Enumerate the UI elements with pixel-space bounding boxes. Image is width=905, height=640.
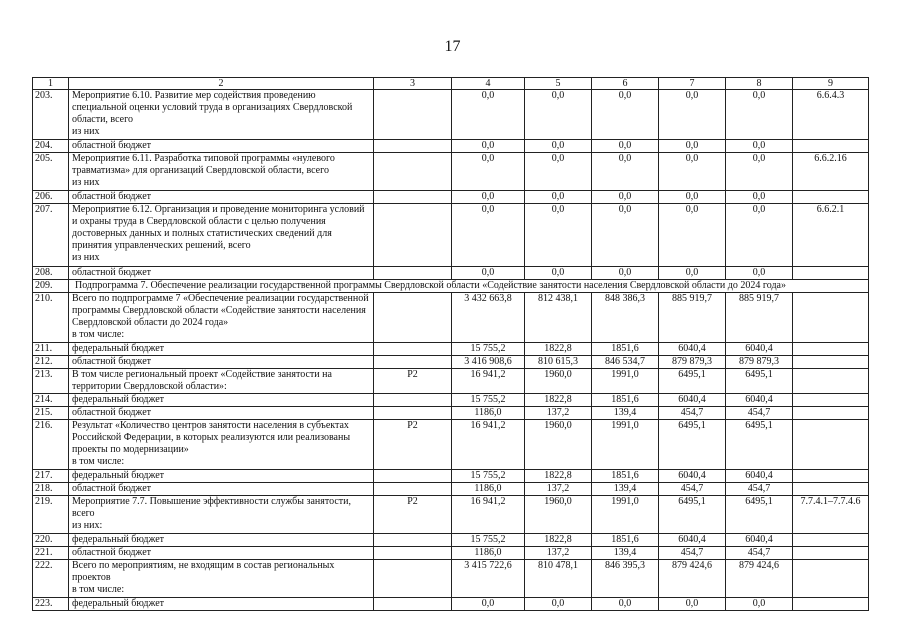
amount-cell: 0,0	[525, 191, 592, 204]
amount-cell: 454,7	[659, 547, 726, 560]
amount-cell: 1991,0	[592, 369, 659, 394]
amount-cell: 3 416 908,6	[452, 356, 525, 369]
row-number: 214.	[33, 394, 69, 407]
row-number: 222.	[33, 560, 69, 598]
amount-cell: 137,2	[525, 483, 592, 496]
amount-cell: 1960,0	[525, 496, 592, 534]
amount-cell: 15 755,2	[452, 470, 525, 483]
amount-cell: 0,0	[592, 90, 659, 140]
row-label: В том числе региональный проект «Содействие занятости на территории Свердловской области»:	[69, 369, 374, 394]
amount-cell: 1186,0	[452, 407, 525, 420]
amount-cell: 1822,8	[525, 343, 592, 356]
row-label: Мероприятие 6.12. Организация и проведение мониторинга условий и охраны труда в Свердловской области с целью получения достоверных данных и полных статистических сведений для принятия управленческих решений, всего из них	[69, 204, 374, 267]
amount-cell: 0,0	[452, 90, 525, 140]
target-ref	[793, 356, 869, 369]
project-code: Р2	[374, 496, 452, 534]
project-code	[374, 191, 452, 204]
row-number: 210.	[33, 293, 69, 343]
row-sublabel: в том числе:	[72, 456, 125, 467]
row-number: 206.	[33, 191, 69, 204]
amount-cell: 454,7	[726, 483, 793, 496]
row-label: федеральный бюджет	[69, 534, 374, 547]
project-code	[374, 204, 452, 267]
amount-cell: 0,0	[592, 204, 659, 267]
row-number: 204.	[33, 140, 69, 153]
table-row	[33, 420, 869, 470]
column-header-3: 3	[374, 78, 452, 90]
column-header-6: 6	[592, 78, 659, 90]
table-row	[33, 394, 869, 407]
row-sublabel: из них	[72, 126, 100, 137]
table-row	[33, 191, 869, 204]
amount-cell: 3 432 663,8	[452, 293, 525, 343]
table-row	[33, 560, 869, 598]
amount-cell: 0,0	[525, 204, 592, 267]
amount-cell: 6495,1	[659, 420, 726, 470]
row-number: 218.	[33, 483, 69, 496]
amount-cell: 0,0	[525, 140, 592, 153]
row-sublabel: в том числе:	[72, 584, 125, 595]
row-sublabel: из них:	[72, 520, 103, 531]
table-row	[33, 598, 869, 611]
target-ref	[793, 534, 869, 547]
amount-cell: 0,0	[452, 153, 525, 191]
column-header-7: 7	[659, 78, 726, 90]
amount-cell: 16 941,2	[452, 369, 525, 394]
table-row	[33, 356, 869, 369]
amount-cell: 0,0	[726, 191, 793, 204]
row-number: 205.	[33, 153, 69, 191]
project-code	[374, 560, 452, 598]
row-label: Мероприятие 7.7. Повышение эффективности службы занятости, всего из них:	[69, 496, 374, 534]
row-number: 211.	[33, 343, 69, 356]
row-label: федеральный бюджет	[69, 343, 374, 356]
target-ref: 6.6.2.1	[793, 204, 869, 267]
amount-cell: 1822,8	[525, 534, 592, 547]
amount-cell: 0,0	[592, 191, 659, 204]
amount-cell: 0,0	[659, 140, 726, 153]
amount-cell: 137,2	[525, 547, 592, 560]
table-row	[33, 496, 869, 534]
project-code	[374, 394, 452, 407]
row-label: федеральный бюджет	[69, 394, 374, 407]
amount-cell: 0,0	[525, 90, 592, 140]
table-row	[33, 407, 869, 420]
amount-cell: 6495,1	[726, 496, 793, 534]
column-header-5: 5	[525, 78, 592, 90]
target-ref	[793, 470, 869, 483]
amount-cell: 1851,6	[592, 394, 659, 407]
amount-cell: 1991,0	[592, 420, 659, 470]
amount-cell: 6495,1	[659, 369, 726, 394]
row-number: 223.	[33, 598, 69, 611]
target-ref	[793, 547, 869, 560]
amount-cell: 846 395,3	[592, 560, 659, 598]
target-ref: 6.6.2.16	[793, 153, 869, 191]
row-label: федеральный бюджет	[69, 470, 374, 483]
project-code	[374, 407, 452, 420]
target-ref	[793, 343, 869, 356]
amount-cell: 0,0	[659, 267, 726, 280]
amount-cell: 0,0	[592, 140, 659, 153]
project-code	[374, 140, 452, 153]
target-ref: 7.7.4.1–7.7.4.6	[793, 496, 869, 534]
section-title: Подпрограмма 7. Обеспечение реализации государственной программы Свердловской области «Содействие занятости населения Свердловской области до 2024 года»	[69, 280, 869, 293]
row-number: 213.	[33, 369, 69, 394]
amount-cell: 0,0	[452, 140, 525, 153]
amount-cell: 15 755,2	[452, 343, 525, 356]
project-code	[374, 90, 452, 140]
project-code: Р2	[374, 420, 452, 470]
target-ref	[793, 191, 869, 204]
amount-cell: 6040,4	[726, 470, 793, 483]
project-code	[374, 534, 452, 547]
amount-cell: 0,0	[659, 598, 726, 611]
amount-cell: 15 755,2	[452, 534, 525, 547]
budget-table	[32, 77, 869, 611]
row-number: 208.	[33, 267, 69, 280]
amount-cell: 846 534,7	[592, 356, 659, 369]
table-row	[33, 343, 869, 356]
amount-cell: 810 615,3	[525, 356, 592, 369]
amount-cell: 1851,6	[592, 470, 659, 483]
row-sublabel: из них	[72, 177, 100, 188]
amount-cell: 812 438,1	[525, 293, 592, 343]
target-ref	[793, 140, 869, 153]
amount-cell: 885 919,7	[659, 293, 726, 343]
row-number: 219.	[33, 496, 69, 534]
column-header-1: 1	[33, 78, 69, 90]
row-number: 221.	[33, 547, 69, 560]
row-label: областной бюджет	[69, 267, 374, 280]
amount-cell: 879 879,3	[726, 356, 793, 369]
amount-cell: 879 879,3	[659, 356, 726, 369]
row-label: областной бюджет	[69, 191, 374, 204]
amount-cell: 6495,1	[659, 496, 726, 534]
amount-cell: 0,0	[726, 204, 793, 267]
amount-cell: 16 941,2	[452, 420, 525, 470]
row-label: областной бюджет	[69, 483, 374, 496]
row-label: областной бюджет	[69, 547, 374, 560]
target-ref	[793, 598, 869, 611]
project-code	[374, 483, 452, 496]
row-label: областной бюджет	[69, 140, 374, 153]
amount-cell: 6040,4	[659, 343, 726, 356]
row-label: Всего по подпрограмме 7 «Обеспечение реализации государственной программы Свердловской области «Содействие занятости населения Свердловской области до 2024 года» в том числе:	[69, 293, 374, 343]
amount-cell: 1991,0	[592, 496, 659, 534]
amount-cell: 454,7	[659, 407, 726, 420]
row-number: 217.	[33, 470, 69, 483]
project-code	[374, 356, 452, 369]
amount-cell: 139,4	[592, 547, 659, 560]
row-label: Всего по мероприятиям, не входящим в состав региональных проектов в том числе:	[69, 560, 374, 598]
project-code	[374, 293, 452, 343]
header-row	[33, 78, 869, 90]
table-row	[33, 293, 869, 343]
amount-cell: 0,0	[659, 153, 726, 191]
row-number: 207.	[33, 204, 69, 267]
table-row	[33, 369, 869, 394]
amount-cell: 6040,4	[659, 470, 726, 483]
row-label: областной бюджет	[69, 356, 374, 369]
amount-cell: 0,0	[726, 598, 793, 611]
amount-cell: 454,7	[659, 483, 726, 496]
row-label: Результат «Количество центров занятости населения в субъектах Российской Федерации, в которых реализуются или реализованы проекты по модернизации» в том числе:	[69, 420, 374, 470]
amount-cell: 16 941,2	[452, 496, 525, 534]
table-row	[33, 267, 869, 280]
target-ref	[793, 293, 869, 343]
project-code	[374, 267, 452, 280]
target-ref	[793, 420, 869, 470]
amount-cell: 848 386,3	[592, 293, 659, 343]
row-label: Мероприятие 6.10. Развитие мер содействия проведению специальной оценки условий труда в организациях Свердловской области, всего из них	[69, 90, 374, 140]
target-ref	[793, 483, 869, 496]
amount-cell: 0,0	[452, 598, 525, 611]
amount-cell: 885 919,7	[726, 293, 793, 343]
amount-cell: 6040,4	[659, 394, 726, 407]
row-label: Мероприятие 6.11. Разработка типовой программы «нулевого травматизма» для организаций Свердловской области, всего из них	[69, 153, 374, 191]
amount-cell: 6495,1	[726, 420, 793, 470]
amount-cell: 0,0	[592, 267, 659, 280]
project-code	[374, 153, 452, 191]
amount-cell: 0,0	[525, 598, 592, 611]
column-header-9: 9	[793, 78, 869, 90]
row-number: 220.	[33, 534, 69, 547]
target-ref: 6.6.4.3	[793, 90, 869, 140]
amount-cell: 0,0	[452, 191, 525, 204]
row-number: 203.	[33, 90, 69, 140]
table-row	[33, 153, 869, 191]
row-number: 209.	[33, 280, 69, 293]
column-header-8: 8	[726, 78, 793, 90]
amount-cell: 454,7	[726, 407, 793, 420]
amount-cell: 0,0	[452, 204, 525, 267]
table-row	[33, 140, 869, 153]
amount-cell: 0,0	[726, 140, 793, 153]
project-code	[374, 343, 452, 356]
amount-cell: 3 415 722,6	[452, 560, 525, 598]
table-row	[33, 547, 869, 560]
table-row	[33, 90, 869, 140]
row-label: федеральный бюджет	[69, 598, 374, 611]
row-sublabel: в том числе:	[72, 329, 125, 340]
amount-cell: 15 755,2	[452, 394, 525, 407]
amount-cell: 1960,0	[525, 369, 592, 394]
row-number: 212.	[33, 356, 69, 369]
amount-cell: 0,0	[452, 267, 525, 280]
row-number: 215.	[33, 407, 69, 420]
project-code	[374, 598, 452, 611]
amount-cell: 0,0	[659, 204, 726, 267]
amount-cell: 0,0	[726, 153, 793, 191]
amount-cell: 1851,6	[592, 343, 659, 356]
amount-cell: 879 424,6	[659, 560, 726, 598]
row-sublabel: из них	[72, 252, 100, 263]
amount-cell: 1186,0	[452, 547, 525, 560]
amount-cell: 1822,8	[525, 394, 592, 407]
project-code	[374, 470, 452, 483]
table-row	[33, 280, 869, 293]
amount-cell: 6495,1	[726, 369, 793, 394]
target-ref	[793, 267, 869, 280]
amount-cell: 6040,4	[726, 343, 793, 356]
column-header-2: 2	[69, 78, 374, 90]
amount-cell: 879 424,6	[726, 560, 793, 598]
project-code	[374, 547, 452, 560]
amount-cell: 6040,4	[726, 534, 793, 547]
table-row	[33, 204, 869, 267]
target-ref	[793, 407, 869, 420]
amount-cell: 0,0	[592, 598, 659, 611]
table-row	[33, 483, 869, 496]
amount-cell: 0,0	[525, 267, 592, 280]
amount-cell: 1822,8	[525, 470, 592, 483]
target-ref	[793, 560, 869, 598]
column-header-4: 4	[452, 78, 525, 90]
amount-cell: 0,0	[726, 267, 793, 280]
amount-cell: 6040,4	[659, 534, 726, 547]
amount-cell: 0,0	[659, 191, 726, 204]
amount-cell: 1960,0	[525, 420, 592, 470]
target-ref	[793, 394, 869, 407]
row-label: областной бюджет	[69, 407, 374, 420]
amount-cell: 454,7	[726, 547, 793, 560]
amount-cell: 0,0	[525, 153, 592, 191]
amount-cell: 139,4	[592, 407, 659, 420]
amount-cell: 0,0	[726, 90, 793, 140]
amount-cell: 139,4	[592, 483, 659, 496]
amount-cell: 6040,4	[726, 394, 793, 407]
target-ref	[793, 369, 869, 394]
amount-cell: 1186,0	[452, 483, 525, 496]
project-code: Р2	[374, 369, 452, 394]
amount-cell: 137,2	[525, 407, 592, 420]
table-row	[33, 534, 869, 547]
amount-cell: 0,0	[592, 153, 659, 191]
row-number: 216.	[33, 420, 69, 470]
page-number: 17	[444, 38, 461, 55]
table-row	[33, 470, 869, 483]
amount-cell: 1851,6	[592, 534, 659, 547]
amount-cell: 0,0	[659, 90, 726, 140]
amount-cell: 810 478,1	[525, 560, 592, 598]
